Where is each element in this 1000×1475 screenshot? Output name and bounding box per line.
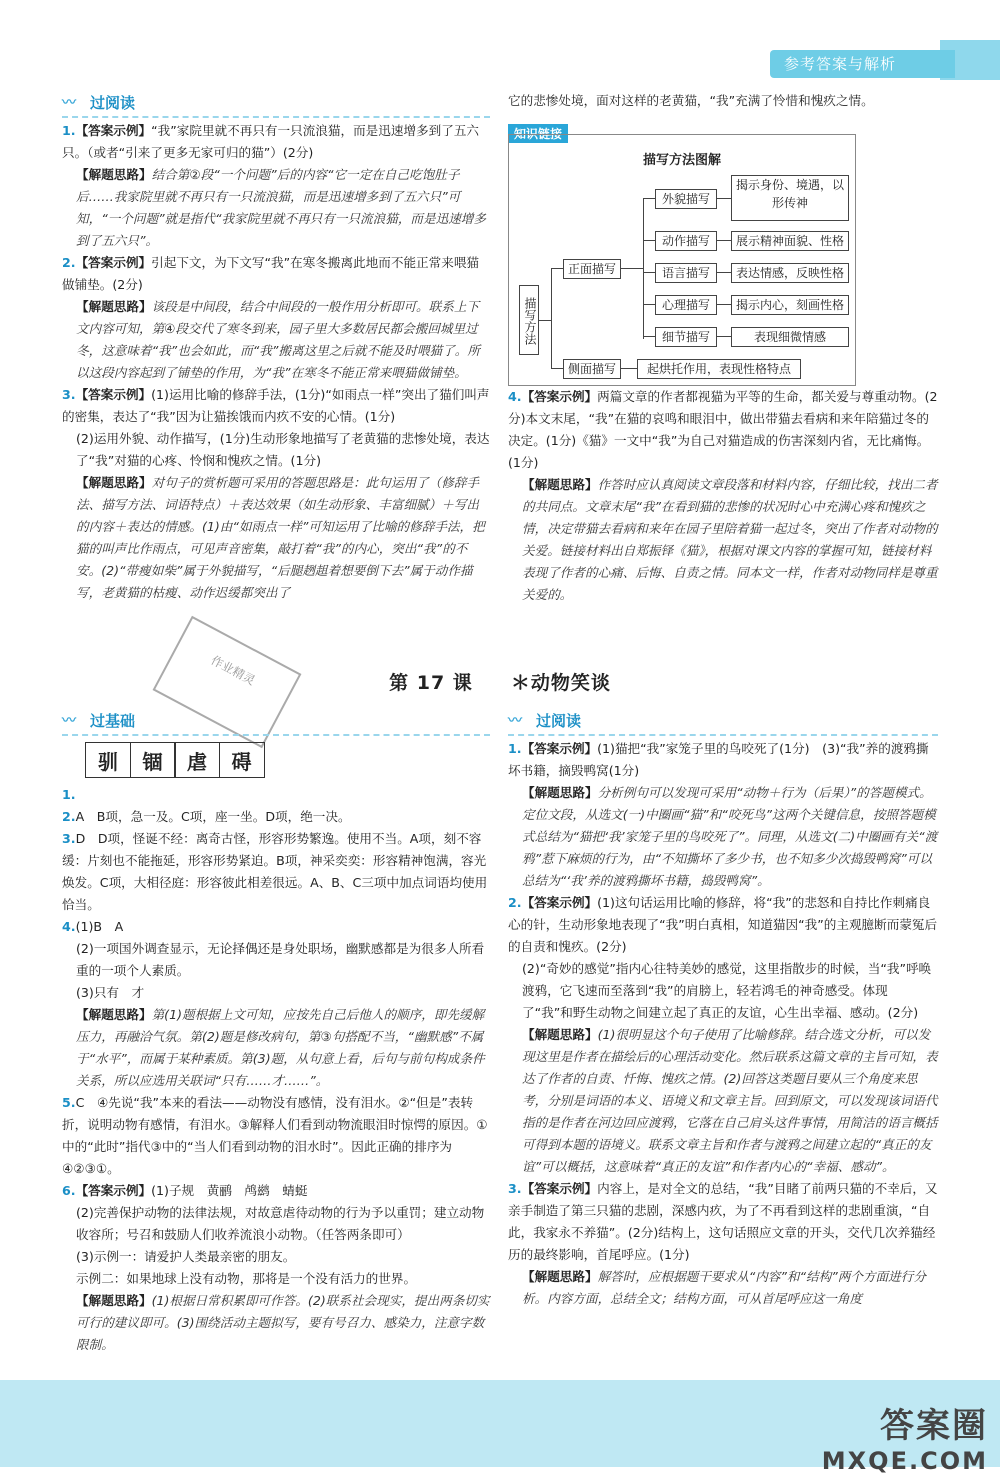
item-number: 2. — [62, 809, 76, 824]
knowledge-link-tag: 知识链接 — [508, 124, 568, 143]
diagram-front: 正面描写 — [563, 259, 621, 279]
diagram-method-desc: 表现细微情感 — [731, 327, 849, 347]
answer-item — [62, 938, 490, 982]
answer-text: 两篇文章的作者都视猫为平等的生命，都关爱与尊重动物。(2分)本文末尾，“我”在猫的哀鸣和眼泪中，做出带猫去看病和来年陪猫过冬的决定。(1分)《猫》一文中“我”为自己对猫造成的伤害深刻内省，无比痛悔。(1分) — [508, 389, 938, 470]
item-number: 6. — [62, 1183, 76, 1198]
answer-text: (1)运用比喻的修辞手法，(1分)“如雨点一样”突出了猫们叫声的密集，表达了“我”因为让猫挨饿而内疚不安的心情。(1分) — [62, 387, 490, 424]
answer-item — [62, 784, 490, 806]
answer-tag: 【解题思路】 — [522, 477, 598, 492]
answer-item — [62, 1246, 490, 1268]
answer-text: (1)猫把“我”家笼子里的鸟咬死了(1分) (3)“我”养的渡鸦撕坏书籍，摘毁鸭窝(1分) — [508, 741, 929, 778]
left-top-column — [62, 90, 490, 604]
diagram-method-desc: 揭示内心，刻画性格 — [731, 295, 849, 315]
tianzi-char: 驯 — [85, 742, 131, 778]
diagram-side: 侧面描写 — [563, 359, 621, 379]
item-number: 3. — [62, 831, 76, 846]
header-banner: 参考答案与解析 — [770, 50, 955, 78]
answer-item — [508, 386, 938, 474]
diagram-method: 动作描写 — [655, 231, 717, 251]
item-number: 4. — [62, 919, 76, 934]
answer-item — [62, 1290, 490, 1356]
diagram-method-desc: 表达情感，反映性格 — [731, 263, 849, 283]
site-watermark: 答案圈 MXQE.COM — [821, 1406, 988, 1475]
continuation-text: 它的悲惨处境，面对这样的老黄猫，“我”充满了怜惜和愧疚之情。 — [508, 93, 874, 108]
answer-item — [62, 1092, 490, 1180]
answer-item — [62, 296, 490, 384]
answer-text: C ④先说“我”本来的看法——动物没有感情，没有泪水。②“但是”表转折，说明动物有感情，有泪水。③解释人们看到动物流眼泪时惊愕的原因。①中的“此时”指代③中的“当人们看到动物的泪水时”。因此正确的排序为④②③①。 — [62, 1095, 488, 1176]
diagram-title: 描写方法图解 — [642, 153, 721, 168]
answer-text: 内容上，是对全文的总结，“我”目睹了前两只猫的不幸后，又亲手制造了第三只猫的悲剧，深感内疚，为了不再看到这样的悲剧重演，“自此，我家永不养猫”。(2分)结构上，这句话照应文章的开头，交代几次养猫经历的最终影响，首尾呼应。(1分) — [508, 1181, 938, 1262]
answer-item — [62, 120, 490, 164]
answer-item — [62, 1202, 490, 1246]
answer-item — [62, 982, 490, 1004]
answer-item — [508, 958, 938, 1024]
answer-tag: 【答案示例】 — [75, 123, 152, 138]
answer-item — [508, 782, 938, 892]
answer-item — [62, 916, 490, 938]
answer-tag: 【解题思路】 — [522, 1027, 598, 1042]
answer-text: 作答时应认真阅读文章段落和材料内容，仔细比较，找出二者的共同点。文章末尾“我”在看到猫的悲惨的状况时心中充满心疼和愧疚之情，决定带猫去看病和来年在园子里陪着猫一起过冬，突出了作者对动物的关爱。链接材料出自郑振铎《猫》，根据对课文内容的掌握可知，链接材料表现了作者的心痛、后悔、自责之情。同本文一样，作者对动物同样是尊重关爱的。 — [522, 477, 938, 602]
answer-tag: 【答案示例】 — [521, 895, 598, 910]
item-number: 1. — [62, 787, 76, 802]
answer-tag: 【解题思路】 — [522, 785, 598, 800]
section-heading: 〰 过基础 — [62, 708, 490, 736]
answer-tag: 【答案示例】 — [75, 387, 152, 402]
item-number: 4. — [508, 389, 522, 404]
answer-tag: 【答案示例】 — [521, 1181, 598, 1196]
item-number: 1. — [62, 123, 76, 138]
answer-item — [62, 252, 490, 296]
answer-text: A B项，急一及。C项，座一坐。D项，绝一决。 — [75, 809, 351, 824]
answer-item — [508, 474, 938, 606]
answer-text: (1)这句话运用比喻的修辞，将“我”的悲怒和自持比作刺痛良心的针，生动形象地表现了“我”明白真相，知道猫因“我”的主观臆断而蒙冤后的自责和愧疚。(2分) — [508, 895, 938, 954]
diagram-method: 细节描写 — [655, 327, 717, 347]
answer-tag: 【解题思路】 — [76, 475, 152, 490]
section-heading: 〰 过阅读 — [62, 90, 490, 118]
answer-item — [62, 806, 490, 828]
diagram-side-desc: 起烘托作用，表现性格特点 — [637, 359, 801, 379]
lesson-title: 第 17 课 ＊动物笑谈 — [389, 672, 611, 694]
wave-icon: 〰 — [62, 713, 76, 729]
answer-text: “我”家院里就不再只有一只流浪猫，而是迅速增多到了五六只。（或者“引来了更多无家可归的猫”）(2分) — [62, 123, 480, 160]
answer-tag: 【解题思路】 — [76, 167, 152, 182]
answer-text: (2)完善保护动物的法律法规，对故意虐待动物的行为予以重罚；建立动物收容所；号召和鼓励人们收养流浪小动物。（任答两条即可） — [76, 1205, 485, 1242]
answer-tag: 【答案示例】 — [521, 741, 598, 756]
right-bottom-column — [508, 708, 938, 1310]
answer-text: (1)子规 黄鹂 鸬鹚 蜻蜓 — [151, 1183, 308, 1198]
item-number: 3. — [508, 1181, 522, 1196]
answer-text: 结合第②段“一个问题”后的内容“它一定在自己吃饱肚子后……我家院里就不再只有一只流浪猫，而是迅速增多到了五六只”可知，“一个问题”就是指代“我家院里就不再只有一只流浪猫，而是迅速增多到了五六只”。 — [76, 167, 486, 248]
answer-item — [62, 1268, 490, 1290]
answer-text: 分析例句可以发现可采用“动物＋行为（后果）”的答题模式。定位文段，从选文(一)中圈画“猫”和“咬死鸟”这两个关键信息，按照答题模式总结为“猫把‘我’家笼子里的鸟咬死了”。同理，从选文(二)中圈画有关“渡鸦”惹下麻烦的行为，由“不知撕坏了多少书，也不知多少次捣毁鸭窝”可以总结为“‘我’养的渡鸦撕坏书籍，捣毁鸭窝”。 — [522, 785, 938, 888]
right-top-items — [508, 386, 938, 606]
diagram-method: 心理描写 — [655, 295, 717, 315]
item-number: 1. — [508, 741, 522, 756]
section-heading: 〰 过阅读 — [508, 708, 938, 736]
answer-text: (1)很明显这个句子使用了比喻修辞。结合选文分析，可以发现这里是作者在描绘后的心理活动变化。然后联系这篇文章的主旨可知，表达了作者的自责、忏悔、愧疚之情。(2)回答这类题目要从三个角度来思考，分别是词语的本义、语境义和文章主旨。回到原文，可以发现该词语代指的是作者在河边回应渡鸦，它落在自己肩头这件事情，用简洁的语言概括可得到本题的语境义。联系文章主旨和作者与渡鸦之间建立起的“真正的友谊”可以概括，这意味着“真正的友谊”和作者内心的“幸福、感动”。 — [522, 1027, 938, 1174]
stamp-watermark: 作业精灵 — [153, 616, 302, 748]
method-diagram — [508, 134, 856, 386]
answer-tag: 【解题思路】 — [76, 299, 152, 314]
answer-text: D D项，怪诞不经：离奇古怪，形容形势繁逸。使用不当。A项，刻不容缓：片刻也不能拖延，形容形势紧迫。B项，神采奕奕：形容精神饱满，容光焕发。C项，大相径庭：形容彼此相差很远。A、B、C三项中加点词语均使用恰当。 — [62, 831, 488, 912]
item-number: 5. — [62, 1095, 76, 1110]
answer-item — [62, 1180, 490, 1202]
answer-item — [62, 472, 490, 604]
answer-item — [508, 738, 938, 782]
answer-tag: 【解题思路】 — [76, 1007, 152, 1022]
answer-item — [508, 892, 938, 958]
answer-text: 示例二：如果地球上没有动物，那将是一个没有活力的世界。 — [76, 1271, 417, 1286]
wave-icon: 〰 — [508, 713, 522, 729]
answer-item — [62, 828, 490, 916]
answer-text: (1)根据日常积累即可作答。(2)联系社会现实，提出两条切实可行的建议即可。(3)围绕活动主题拟写，要有号召力、感染力，注意字数限制。 — [76, 1293, 490, 1352]
item-number: 2. — [508, 895, 522, 910]
wave-icon: 〰 — [62, 95, 76, 111]
answer-text: (3)只有 才 — [76, 985, 145, 1000]
answer-text: 第(1)题根据上文可知，应按先自己后他人的顺序，即先缓解压力，再融洽气氛。第(2)题是修改病句，第③句搭配不当，“幽默感”不属于“水平”，而属于某种素质。第(3)题，从句意上看，后句与前句构成条件关系，所以应选用关联词“只有……才……”。 — [76, 1007, 485, 1088]
answer-text: (2)运用外貌、动作描写，(1分)生动形象地描写了老黄猫的悲惨处境，表达了“我”对猫的心疼、怜悯和愧疚之情。(1分) — [76, 431, 490, 468]
answer-text: (2)一项国外调查显示，无论择偶还是身处职场，幽默感都是为很多人所看重的一项个人素质。 — [76, 941, 485, 978]
answer-text: (1)B A — [75, 919, 124, 934]
answer-tag: 【解题思路】 — [76, 1293, 152, 1308]
answer-item — [62, 164, 490, 252]
answer-item — [62, 428, 490, 472]
tianzi-grid — [85, 742, 263, 778]
item-number: 2. — [62, 255, 76, 270]
diagram-method: 外貌描写 — [655, 189, 717, 209]
answer-item — [508, 1024, 938, 1178]
answer-tag: 【答案示例】 — [75, 1183, 152, 1198]
answer-tag: 【答案示例】 — [75, 255, 152, 270]
answer-text: 对句子的赏析题可采用的答题思路是：此句运用了（修辞手法、描写方法、词语特点）＋表达效果（如生动形象、丰富细腻）＋写出的内容＋表达的情感。(1)由“如雨点一样”可知运用了比喻的修辞手法，把猫的叫声比作雨点，可见声音密集，敲打着“我”的内心，突出“我”的不安。(2)“带瘦如柴”属于外貌描写，“后腿趔趄着想要倒下去”属于动作描写，老黄猫的枯瘦、动作迟缓都突出了 — [76, 475, 485, 600]
tianzi-char: 虐 — [174, 742, 220, 778]
item-number: 3. — [62, 387, 76, 402]
answer-item — [508, 1178, 938, 1266]
tianzi-char: 碍 — [219, 742, 265, 778]
left-bottom-column — [62, 708, 490, 1356]
answer-text: 解答时，应根据题干要求从“内容”和“结构”两个方面进行分析。内容方面，总结全文；结构方面，可从首尾呼应这一角度 — [522, 1269, 926, 1306]
answer-tag: 【答案示例】 — [521, 389, 598, 404]
answer-item — [62, 1004, 490, 1092]
diagram-method-desc: 揭示身份、境遇，以形传神 — [731, 175, 849, 221]
diagram-root: 描写方法 — [519, 285, 539, 355]
answer-text: (3)示例一：请爱护人类最亲密的朋友。 — [76, 1249, 296, 1264]
answer-item — [62, 384, 490, 428]
tianzi-char: 锢 — [130, 742, 176, 778]
answer-text: 引起下文，为下文写“我”在寒冬搬离此地而不能正常来喂猫做铺垫。(2分) — [62, 255, 480, 292]
diagram-method: 语言描写 — [655, 263, 717, 283]
right-top-column — [508, 90, 938, 112]
diagram-method-desc: 展示精神面貌、性格 — [731, 231, 849, 251]
answer-item — [508, 1266, 938, 1310]
answer-tag: 【解题思路】 — [522, 1269, 598, 1284]
answer-text: 该段是中间段，结合中间段的一般作用分析即可。联系上下文内容可知，第④段交代了寒冬到来，园子里大多数居民都会搬回城里过冬，这意味着“我”也会如此，而“我”搬离这里之后就不能及时喂猫了。所以这段内容起到了铺垫的作用，为“我”在寒冬不能正常来喂猫做铺垫。 — [76, 299, 480, 380]
answer-text: (2)“奇妙的感觉”指内心往特美妙的感觉，这里指散步的时候，当“我”呼唤渡鸦，它飞速而至落到“我”的肩膀上，轻若鸿毛的神奇感受。体现了“我”和野生动物之间建立起了真正的友谊，心生出幸福、感动。(2分) — [522, 961, 932, 1020]
